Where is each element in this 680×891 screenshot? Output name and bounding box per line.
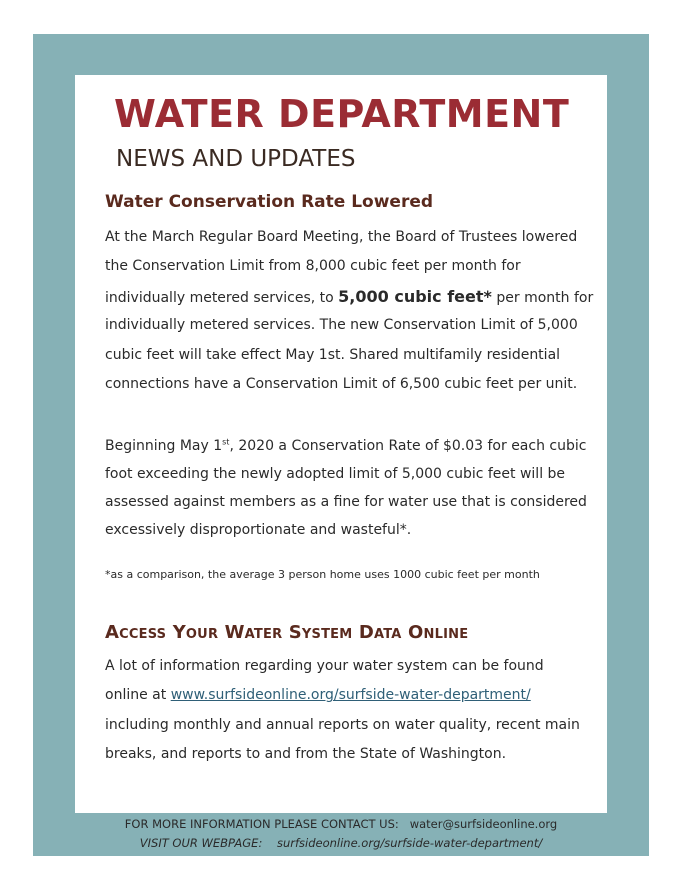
text-line: individually metered services. The new Conservation Limit of 5,000	[105, 317, 578, 334]
superscript: st	[222, 437, 230, 447]
conservation-rate-paragraph	[105, 432, 585, 544]
text-line	[105, 282, 594, 311]
webpage-label: VISIT OUR WEBPAGE:	[139, 836, 263, 850]
contact-label: FOR MORE INFORMATION PLEASE CONTACT US:	[124, 817, 399, 831]
webpage-url[interactable]: surfsideonline.org/surfside-water-department/	[276, 836, 543, 850]
text-line: the Conservation Limit from 8,000 cubic feet per month for	[105, 258, 521, 275]
text-line: including monthly and annual reports on water quality, recent main	[105, 716, 580, 733]
section-heading-access-data: Access Your Water System Data Online	[105, 622, 469, 643]
text-span: online at	[105, 687, 171, 704]
water-department-link[interactable]: www.surfsideonline.org/surfside-water-department/	[170, 687, 531, 704]
text-line: connections have a Conservation Limit of 6,500 cubic feet per unit.	[105, 375, 578, 392]
footer-contact	[33, 817, 649, 831]
footnote: *as a comparison, the average 3 person home uses 1000 cubic feet per month	[105, 568, 540, 581]
page-title: WATER DEPARTMENT	[114, 92, 570, 136]
text-line: assessed against members as a fine for water use that is considered	[105, 494, 587, 510]
conservation-paragraph	[105, 223, 594, 399]
text-line: excessively disproportionate and wasteful*.	[105, 522, 412, 538]
section-heading-conservation: Water Conservation Rate Lowered	[105, 192, 434, 212]
text-span: per month for	[491, 289, 594, 306]
text-line: breaks, and reports to and from the State of Washington.	[105, 746, 507, 763]
contact-email[interactable]: water@surfsideonline.org	[409, 817, 558, 831]
page-subtitle: NEWS AND UPDATES	[116, 146, 356, 172]
text-line: cubic feet will take effect May 1st. Shared multifamily residential	[105, 346, 561, 363]
text-span: Beginning May 1	[105, 438, 223, 454]
text-span: individually metered services, to	[105, 289, 339, 306]
text-line	[105, 681, 585, 710]
text-line: A lot of information regarding your water system can be found	[105, 658, 544, 674]
emphasis-limit: 5,000 cubic feet*	[338, 286, 492, 306]
access-data-paragraph	[105, 652, 585, 770]
footer-webpage	[33, 836, 649, 850]
text-line: At the March Regular Board Meeting, the Board of Trustees lowered	[105, 229, 578, 245]
text-line	[105, 432, 585, 460]
text-span: , 2020 a Conservation Rate of $0.03 for each cubic	[229, 438, 587, 454]
text-line: foot exceeding the newly adopted limit of 5,000 cubic feet will be	[105, 466, 566, 482]
